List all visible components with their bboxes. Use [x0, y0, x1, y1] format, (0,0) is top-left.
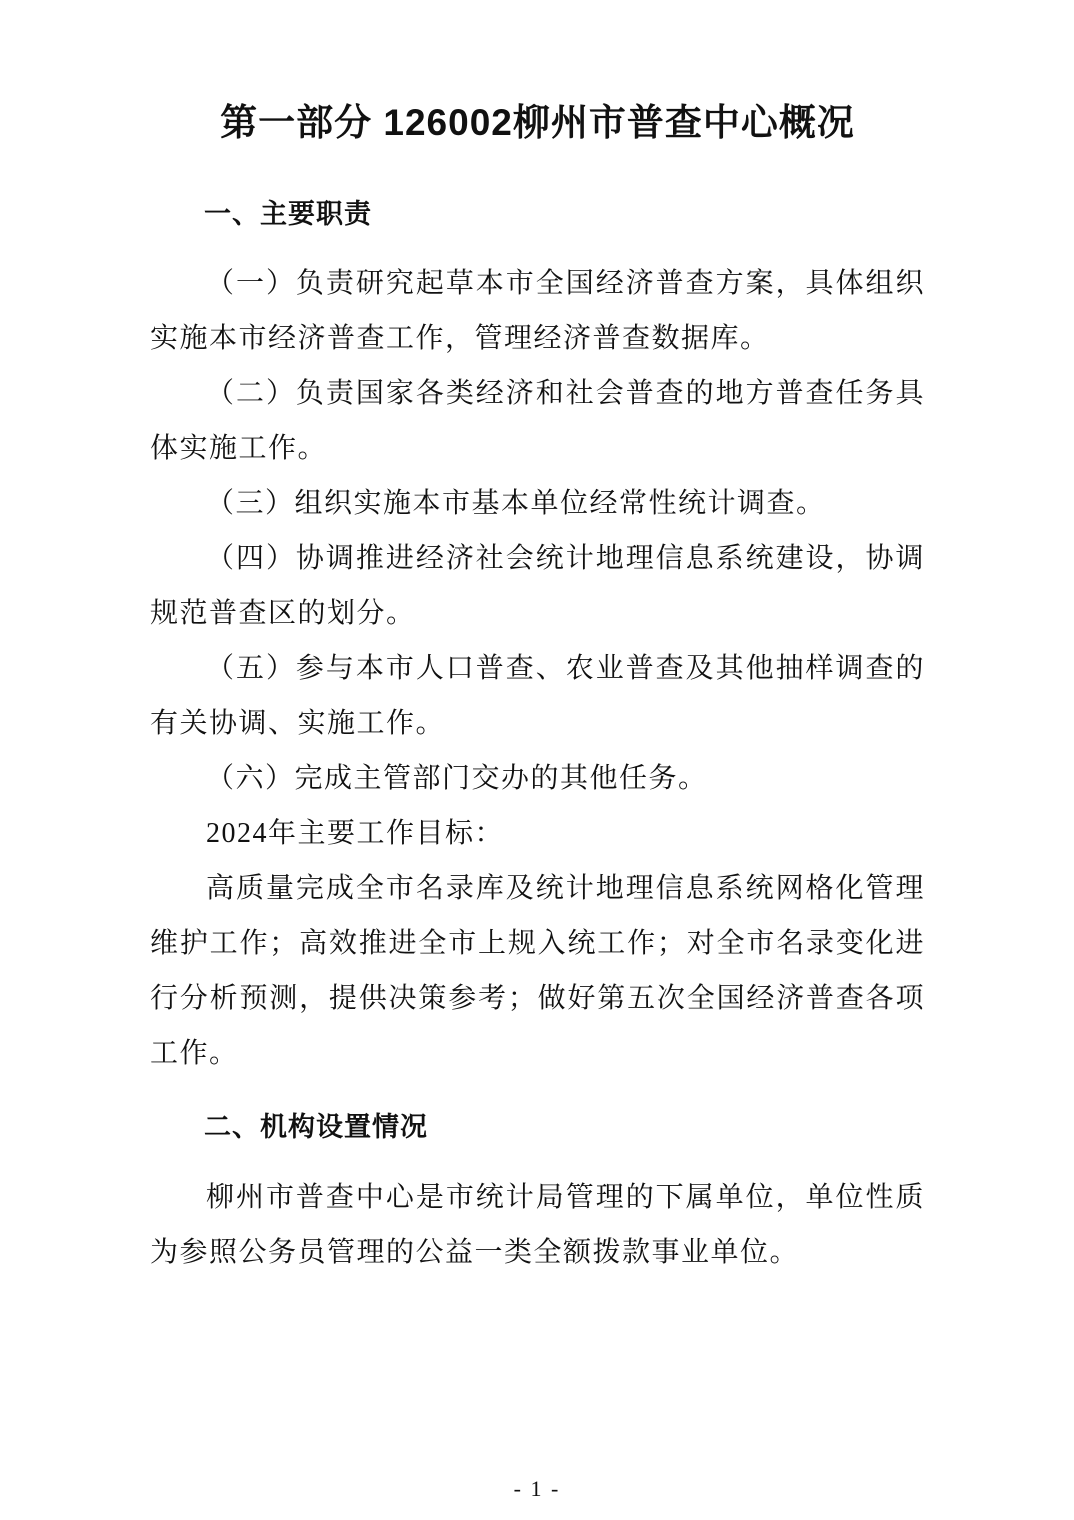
section-1-paragraph-1: （一）负责研究起草本市全国经济普查方案，具体组织实施本市经济普查工作，管理经济普查数据库。	[150, 268, 925, 355]
document-title: 第一部分 126002柳州市普查中心概况	[220, 102, 855, 143]
section-1-work-goals-label: 2024年主要工作目标：	[206, 818, 505, 850]
section-1-paragraph-4: （四）协调推进经济社会统计地理信息系统建设，协调规范普查区的划分。	[150, 543, 925, 630]
page-number: - 1 -	[513, 1476, 561, 1501]
section-1-paragraph-2: （二）负责国家各类经济和社会普查的地方普查任务具体实施工作。	[150, 378, 925, 465]
section-1-work-goals-paragraph: 高质量完成全市名录库及统计地理信息系统网格化管理维护工作；高效推进全市上规入统工作；对全市名录变化进行分析预测，提供决策参考；做好第五次全国经济普查各项工作。	[150, 873, 925, 1070]
document-content	[150, 0, 925, 1280]
section-2-heading: 二、机构设置情况	[204, 1112, 428, 1143]
section-1-paragraph-6: （六）完成主管部门交办的其他任务。	[206, 763, 708, 795]
section-1-paragraph-5: （五）参与本市人口普查、农业普查及其他抽样调查的有关协调、实施工作。	[150, 653, 925, 740]
section-2-paragraph-1: 柳州市普查中心是市统计局管理的下属单位，单位性质为参照公务员管理的公益一类全额拨款事业单位。	[150, 1181, 925, 1268]
section-1-paragraph-3: （三）组织实施本市基本单位经常性统计调查。	[206, 488, 826, 520]
section-1-heading: 一、主要职责	[204, 198, 372, 229]
